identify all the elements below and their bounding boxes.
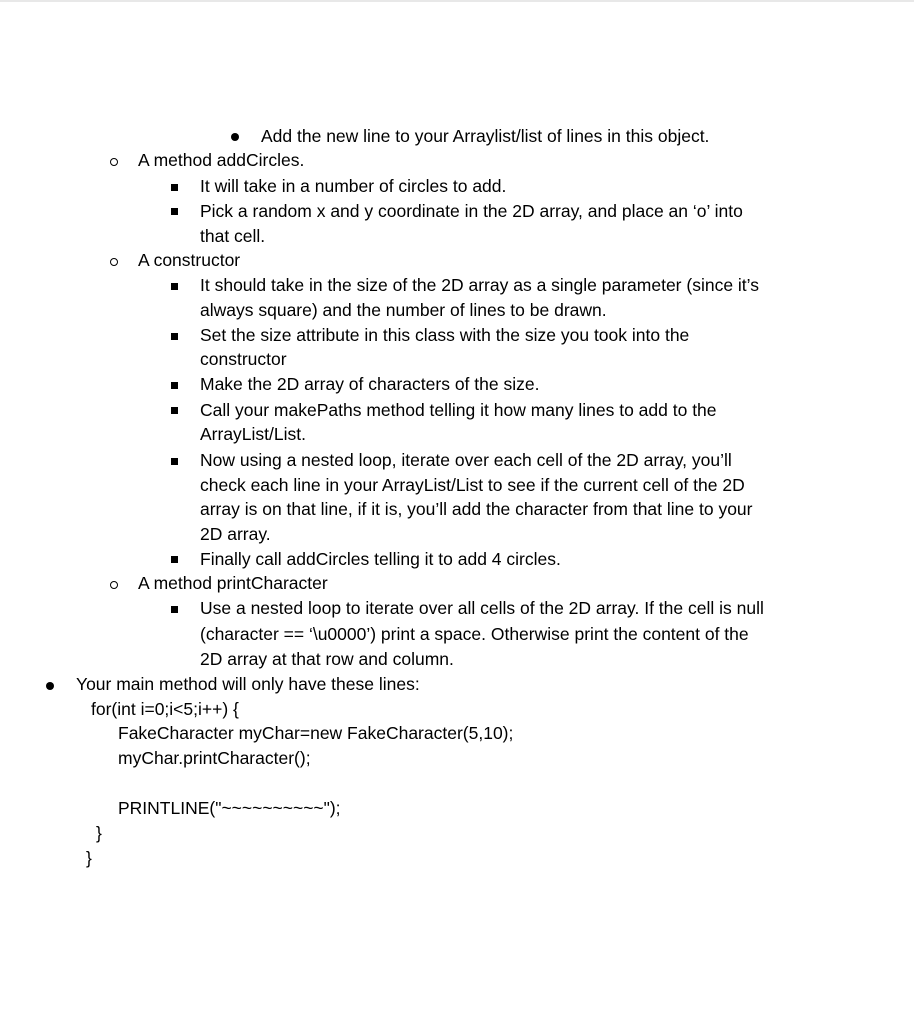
bullet-ring-icon xyxy=(110,158,118,166)
bullet-square-icon xyxy=(171,208,178,215)
heading-printcharacter: A method printCharacter xyxy=(138,573,328,593)
addcircles-item-2-line-1: Pick a random x and y coordinate in the 2D array, and place an ‘o’ into xyxy=(200,201,743,221)
constructor-item-1-line-1: It should take in the size of the 2D array as a single parameter (since it’s xyxy=(200,275,759,295)
main-method-text: Your main method will only have these lines: xyxy=(76,674,420,694)
constructor-item-1-line-2: always square) and the number of lines to be drawn. xyxy=(200,300,607,320)
constructor-item-2-line-1: Set the size attribute in this class with the size you took into the xyxy=(200,325,690,345)
constructor-item-3-line-1: Make the 2D array of characters of the size. xyxy=(200,374,540,394)
page-top-edge xyxy=(0,0,914,2)
code-line-printcharacter: myChar.printCharacter(); xyxy=(118,748,311,768)
bullet-square-icon xyxy=(171,184,178,191)
addcircles-item-1-line-1: It will take in a number of circles to add. xyxy=(200,176,507,196)
bullet-add-new-line: Add the new line to your Arraylist/list of lines in this object. xyxy=(261,126,710,146)
printcharacter-item-1-line-2: (character == ‘\u0000’) print a space. Otherwise print the content of the xyxy=(200,624,749,644)
code-line-close-brace-outer: } xyxy=(86,848,92,868)
constructor-item-4-line-1: Call your makePaths method telling it how many lines to add to the xyxy=(200,400,717,420)
bullet-ring-icon xyxy=(110,258,118,266)
bullet-square-icon xyxy=(171,333,178,340)
addcircles-item-2-line-2: that cell. xyxy=(200,226,266,246)
code-line-println: PRINTLINE("~~~~~~~~~~"); xyxy=(118,798,341,818)
heading-addcircles: A method addCircles. xyxy=(138,150,305,170)
heading-constructor: A constructor xyxy=(138,250,241,270)
bullet-square-icon xyxy=(171,458,178,465)
constructor-item-5-line-4: 2D array. xyxy=(200,524,271,544)
bullet-square-icon xyxy=(171,283,178,290)
code-line-close-brace-inner: } xyxy=(96,823,102,843)
code-line-new-fakecharacter: FakeCharacter myChar=new FakeCharacter(5,10); xyxy=(118,723,514,743)
bullet-square-icon xyxy=(171,382,178,389)
bullet-ring-icon xyxy=(110,581,118,589)
bullet-disc-icon xyxy=(231,133,239,141)
bullet-square-icon xyxy=(171,407,178,414)
constructor-item-6-line-1: Finally call addCircles telling it to add 4 circles. xyxy=(200,549,561,569)
constructor-item-4-line-2: ArrayList/List. xyxy=(200,424,306,444)
constructor-item-5-line-2: check each line in your ArrayList/List to see if the current cell of the 2D xyxy=(200,475,745,495)
bullet-square-icon xyxy=(171,606,178,613)
constructor-item-5-line-3: array is on that line, if it is, you’ll add the character from that line to your xyxy=(200,499,753,519)
constructor-item-5-line-1: Now using a nested loop, iterate over each cell of the 2D array, you’ll xyxy=(200,450,732,470)
constructor-item-2-line-2: constructor xyxy=(200,349,287,369)
printcharacter-item-1-line-1: Use a nested loop to iterate over all cells of the 2D array. If the cell is null xyxy=(200,598,764,618)
bullet-disc-icon xyxy=(46,682,54,690)
printcharacter-item-1-line-3: 2D array at that row and column. xyxy=(200,649,454,669)
bullet-square-icon xyxy=(171,556,178,563)
code-line-for: for(int i=0;i<5;i++) { xyxy=(91,699,239,719)
